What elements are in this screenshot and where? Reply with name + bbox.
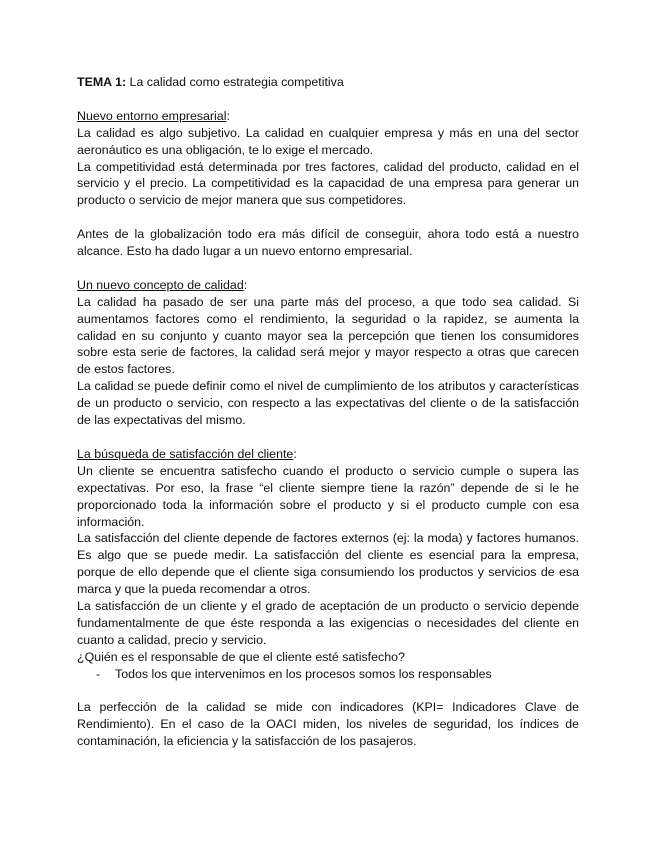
paragraph: La satisfacción de un cliente y el grado de aceptación de un producto o servicio depende fundamentalmente de que éste responda a las exigencias o necesidades del cliente en cuanto a calidad, precio y servicio. <box>77 599 579 647</box>
section-heading-line: Nuevo entorno empresarial: <box>77 108 230 123</box>
paragraph: La competitividad está determinada por tres factores, calidad del producto, calidad en el servicio y el precio. La competitividad es la capacidad de una empresa para generar un producto o servicio de mejor manera que sus competidores. <box>77 159 579 208</box>
list-item-text: Todos los que intervenimos en los procesos somos los responsables <box>115 666 492 681</box>
section-nuevo-entorno <box>77 108 579 260</box>
paragraph: ¿Quién es el responsable de que el cliente esté satisfecho? <box>77 649 405 664</box>
section-heading-line: La búsqueda de satisfacción del cliente: <box>77 446 297 461</box>
section-heading: La búsqueda de satisfacción del cliente <box>77 446 294 461</box>
document-body <box>77 74 579 750</box>
paragraph: La perfección de la calidad se mide con indicadores (KPI= Indicadores Clave de Rendimiento). En el caso de la OACI miden, los niveles de seguridad, los índices de contaminación, la eficiencia y la satisfacción de los pasajeros. <box>77 700 579 749</box>
bullet-list <box>77 666 579 683</box>
section-heading: Un nuevo concepto de calidad <box>77 277 244 292</box>
paragraph: La satisfacción del cliente depende de factores externos (ej: la moda) y factores humanos. Es algo que se puede medir. La satisfacción del cliente es esencial para la empresa, porque de ello depende que el cliente siga consumiendo los productos y servicios de esa marca y que la pueda recomendar a otros. <box>77 531 579 597</box>
blank-line <box>77 209 579 226</box>
section-satisfaccion-cliente <box>77 446 579 750</box>
title-label: TEMA 1: <box>77 75 127 89</box>
paragraph: Un cliente se encuentra satisfecho cuando el producto o servicio cumple o supera las expectativas. Por eso, la frase “el cliente siempre tiene la razón” depende de si le he proporcionado toda la información sobre el producto y si el producto cumple con esa información. <box>77 463 579 529</box>
title-text: La calidad como estrategia competitiva <box>126 75 344 89</box>
paragraph: La calidad ha pasado de ser una parte más del proceso, a que todo sea calidad. Si aumentamos factores como el rendimiento, la seguridad o la rapidez, se aumenta la calidad en su conjunto y cuanto mayor sea la percepción que tienen los consumidores sobre esta serie de factores, la calidad será mejor y mayor respecto a otras que carecen de estos factores. <box>77 294 579 377</box>
paragraph: Antes de la globalización todo era más difícil de conseguir, ahora todo está a nuestro alcance. Esto ha dado lugar a un nuevo entorno empresarial. <box>77 227 579 259</box>
section-nuevo-concepto <box>77 277 579 429</box>
dash-bullet: - <box>96 666 101 681</box>
list-item <box>77 666 579 683</box>
section-heading: Nuevo entorno empresarial <box>77 108 227 123</box>
blank-line <box>77 429 579 446</box>
paragraph: La calidad es algo subjetivo. La calidad en cualquier empresa y más en una del sector aeronáutico es una obligación, te lo exige el mercado. <box>77 125 579 157</box>
blank-line <box>77 683 579 700</box>
section-heading-line: Un nuevo concepto de calidad: <box>77 277 248 292</box>
paragraph: La calidad se puede definir como el nivel de cumplimiento de los atributos y características de un producto o servicio, con respecto a las expectativas del cliente o de la satisfacción de las expectativas del mismo. <box>77 379 579 428</box>
page-title <box>77 74 579 91</box>
blank-line <box>77 260 579 277</box>
